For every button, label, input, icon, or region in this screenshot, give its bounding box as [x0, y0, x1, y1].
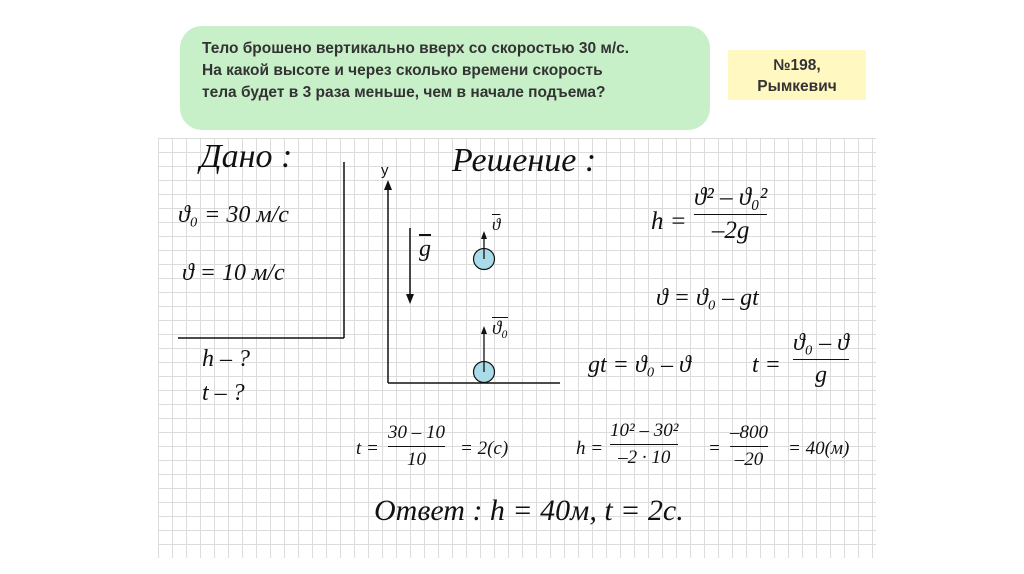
t-formula-denominator: g	[814, 362, 827, 388]
h-calc-numerator-2: –800	[730, 422, 768, 443]
h-formula-lhs: h =	[651, 208, 687, 235]
h-calc-fraction-2	[730, 422, 768, 471]
t-formula-lhs: t =	[752, 352, 781, 378]
y-axis-arrow	[384, 180, 392, 190]
h-calc-equals: =	[708, 438, 721, 459]
t-calc-lhs: t =	[356, 438, 379, 459]
h-calc-numerator-1: 10² – 30²	[610, 420, 679, 441]
lower-velocity-arrow-head	[481, 326, 487, 334]
t-calc-result: = 2(с)	[460, 438, 509, 459]
h-calc-fraction-1	[610, 420, 678, 469]
fraction-bar	[610, 444, 678, 445]
h-formula-fraction	[694, 184, 767, 245]
given-v0: ϑ₀ = 30 м/с	[178, 202, 289, 228]
answer: Ответ : h = 40м, t = 2с.	[374, 494, 684, 527]
velocity-equation: ϑ = ϑ₀ – gt	[656, 285, 759, 311]
reference-number: №198,	[773, 57, 821, 74]
v-label: $\overline{ϑ}$	[492, 215, 501, 234]
gt-equation: gt = ϑ₀ – ϑ	[588, 352, 691, 378]
h-calc-denominator-1: –2 · 10	[618, 447, 671, 468]
find-t: t – ?	[202, 380, 245, 406]
g-arrow-head	[406, 294, 414, 304]
solution-heading: Решение :	[452, 142, 597, 179]
t-calc-numerator: 30 – 10	[388, 422, 445, 443]
reference-author: Рымкевич	[757, 78, 837, 95]
fraction-bar	[388, 446, 445, 447]
g-label: $\overline{g}$	[419, 236, 431, 262]
h-calc-result: = 40(м)	[788, 438, 850, 459]
t-calc-denominator: 10	[407, 449, 426, 470]
given-v: ϑ = 10 м/с	[182, 260, 285, 286]
fraction-bar	[793, 359, 849, 360]
h-formula-denominator: –2g	[711, 217, 750, 244]
upper-velocity-arrow-head	[481, 231, 487, 239]
fraction-bar	[730, 446, 768, 447]
t-calc-fraction	[388, 422, 445, 471]
fraction-bar	[694, 214, 767, 215]
problem-line-1: Тело брошено вертикально вверх со скоростью 30 м/с.	[202, 40, 630, 57]
problem-line-2: На какой высоте и через сколько времени скорость	[202, 62, 603, 79]
given-heading: Дано :	[200, 138, 293, 175]
h-calc-denominator-2: –20	[734, 449, 764, 470]
problem-line-3: тела будет в 3 раза меньше, чем в начале подъема?	[202, 84, 606, 101]
find-h: h – ?	[202, 346, 250, 372]
y-axis-label: y	[381, 162, 389, 179]
v0-label: ϑ₀	[492, 318, 508, 339]
h-formula-numerator: ϑ² – ϑ₀²	[694, 184, 768, 211]
h-calc-lhs: h =	[576, 438, 604, 459]
t-formula-fraction	[793, 330, 849, 389]
t-formula-numerator: ϑ₀ – ϑ	[793, 330, 849, 356]
